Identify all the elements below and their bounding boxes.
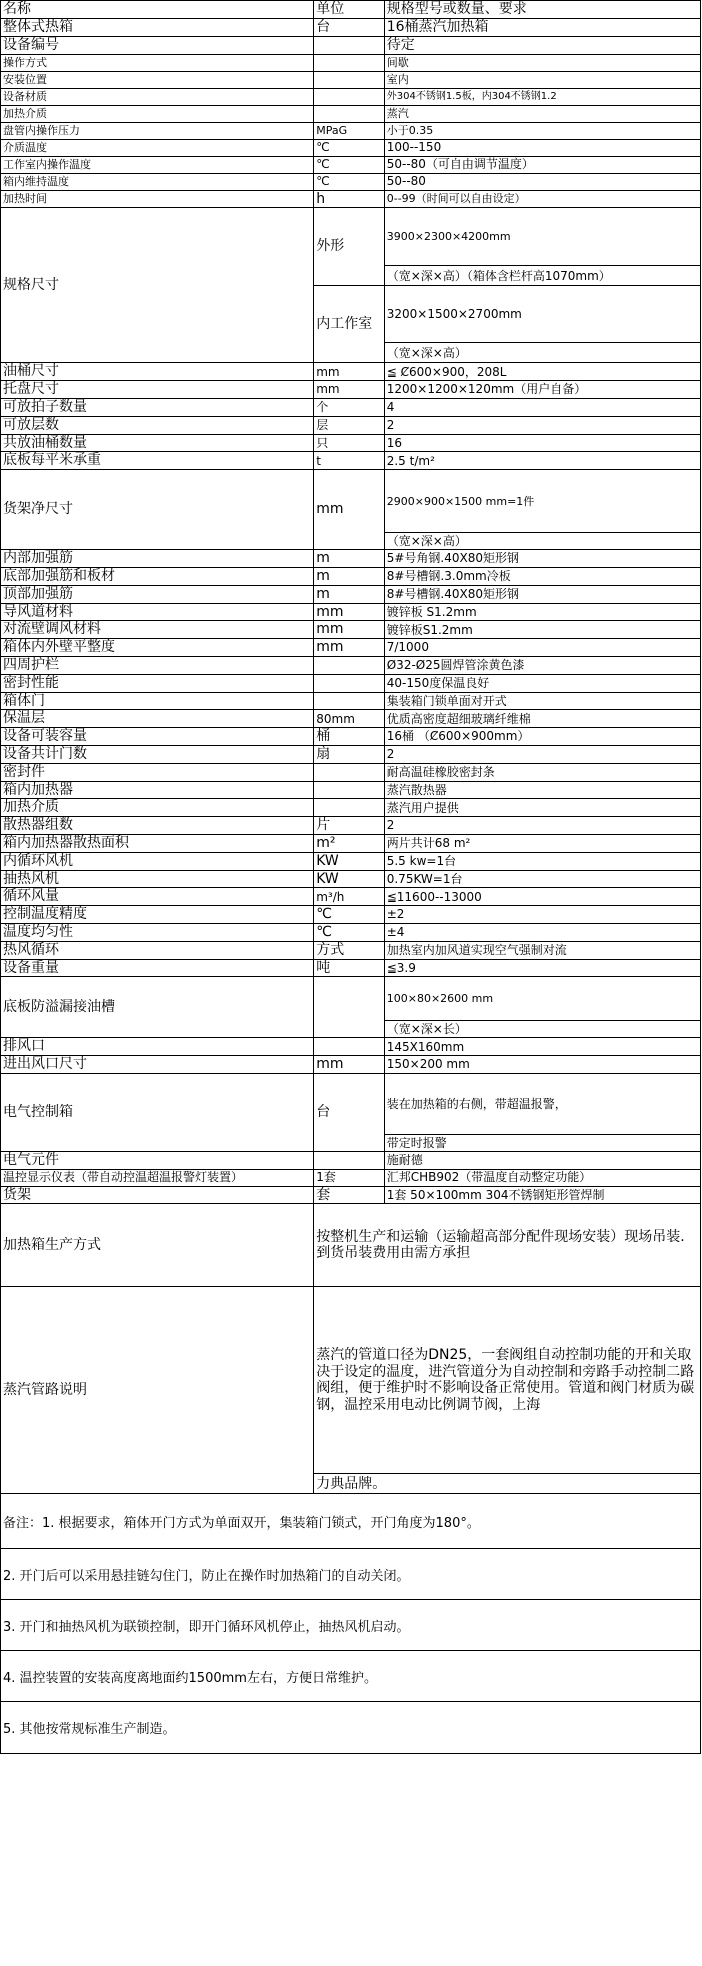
row-value: Ø32-Ø25圆焊管涂黄色漆 [384, 656, 700, 674]
production-label: 加热箱生产方式 [1, 1204, 314, 1287]
row-unit: MPaG [314, 122, 385, 139]
table-row [1, 36, 701, 54]
row-name: 进出风口尺寸 [1, 1056, 314, 1074]
row-value: 16 [384, 434, 700, 452]
row-value: 100--150 [384, 139, 700, 156]
header-row [1, 1, 701, 19]
row-value: 7/1000 [384, 639, 700, 657]
row-value: 8#号槽钢.3.0mm冷板 [384, 567, 700, 585]
shelf-note: （宽×深×高） [384, 533, 700, 550]
row-unit [314, 674, 385, 692]
row-value: 汇邦CHB902（带温度自动整定功能） [384, 1169, 700, 1186]
row-name: 加热介质 [1, 105, 314, 122]
table-row [1, 190, 701, 208]
row-value: 2.5 t/m² [384, 452, 700, 470]
row-value: 150×200 mm [384, 1056, 700, 1074]
row-name: 控制温度精度 [1, 906, 314, 924]
row-name: 散热器组数 [1, 817, 314, 835]
row-name: 加热时间 [1, 190, 314, 208]
row-unit: ℃ [314, 173, 385, 190]
row-value: 0--99（时间可以自由设定） [384, 190, 700, 208]
note-item: 3. 开门和抽热风机为联锁控制，即开门循环风机停止，抽热风机启动。 [0, 1600, 701, 1651]
elec-row [1, 1073, 701, 1134]
steam-value: 蒸汽的管道口径为DN25，一套阀组自动控制功能的开和关取决于设定的温度，进汽管道分为自动控制和旁路手动控制二路阀组，便于维护时不影响设备正常使用。管道和阀门材质为碳钢，温控采用电动比例调节阀，上海 [314, 1287, 701, 1474]
row-name: 设备材质 [1, 88, 314, 105]
row-unit [314, 54, 385, 71]
table-row [1, 1186, 701, 1204]
row-name: 内循环风机 [1, 852, 314, 870]
production-value: 按整机生产和运输（运输超高部分配件现场安装）现场吊装.到货吊装费用由需方承担 [314, 1204, 701, 1287]
elec-value: 装在加热箱的右侧，带超温报警， [384, 1073, 700, 1134]
row-value: ±2 [384, 906, 700, 924]
row-unit: 只 [314, 434, 385, 452]
table-row [1, 799, 701, 817]
row-unit: mm [314, 363, 385, 381]
note-item: 备注：1. 根据要求，箱体开门方式为单面双开，集装箱门锁式，开门角度为180°。 [0, 1494, 701, 1549]
row-value: 耐高温硅橡胶密封条 [384, 763, 700, 781]
row-unit: mm [314, 1056, 385, 1074]
row-unit: 吨 [314, 959, 385, 977]
row-name: 安装位置 [1, 71, 314, 88]
row-unit: ℃ [314, 156, 385, 173]
row-name: 介质温度 [1, 139, 314, 156]
row-name: 托盘尺寸 [1, 381, 314, 399]
row-value: ≦ Ȼ600×900，208L [384, 363, 700, 381]
table-row [1, 452, 701, 470]
table-row [1, 434, 701, 452]
row-unit: m³/h [314, 888, 385, 906]
table-row [1, 870, 701, 888]
row-name: 盘管内操作压力 [1, 122, 314, 139]
row-unit: m [314, 585, 385, 603]
row-unit: h [314, 190, 385, 208]
row-value: 16桶蒸汽加热箱 [384, 19, 700, 37]
row-value: 镀锌板S1.2mm [384, 621, 700, 639]
notes-section [0, 1494, 701, 1754]
header-unit: 单位 [314, 1, 385, 19]
table-row [1, 639, 701, 657]
table-row [1, 567, 701, 585]
row-value: 蒸汽用户提供 [384, 799, 700, 817]
row-value: 1套 50×100mm 304不锈钢矩形管焊制 [384, 1186, 700, 1204]
row-name: 内部加强筋 [1, 550, 314, 568]
row-unit [314, 1151, 385, 1169]
row-value: 施耐德 [384, 1151, 700, 1169]
row-unit: mm [314, 603, 385, 621]
table-row [1, 1056, 701, 1074]
row-unit [314, 71, 385, 88]
row-name: 保温层 [1, 710, 314, 728]
table-row [1, 19, 701, 37]
row-unit: 桶 [314, 728, 385, 746]
table-row [1, 1169, 701, 1186]
row-unit: 台 [314, 19, 385, 37]
row-name: 底板每平米承重 [1, 452, 314, 470]
row-name: 可放层数 [1, 416, 314, 434]
size-outer-value: 3900×2300×4200mm [384, 208, 700, 266]
note-item: 2. 开门后可以采用悬挂链勾住门，防止在操作时加热箱门的自动关闭。 [0, 1549, 701, 1600]
table-row [1, 656, 701, 674]
row-unit: KW [314, 852, 385, 870]
row-name: 设备重量 [1, 959, 314, 977]
row-value: 蒸汽 [384, 105, 700, 122]
row-unit: 扇 [314, 745, 385, 763]
table-row [1, 906, 701, 924]
row-name: 导风道材料 [1, 603, 314, 621]
row-unit: 1套 [314, 1169, 385, 1186]
table-row [1, 923, 701, 941]
tank-unit [314, 977, 385, 1038]
table-row [1, 1151, 701, 1169]
row-name: 可放拍子数量 [1, 398, 314, 416]
row-unit: 片 [314, 817, 385, 835]
row-value: 50--80（可自由调节温度） [384, 156, 700, 173]
row-unit: m² [314, 834, 385, 852]
table-row [1, 621, 701, 639]
row-unit [314, 781, 385, 799]
row-name: 箱体内外壁平整度 [1, 639, 314, 657]
row-unit [314, 763, 385, 781]
row-unit: t [314, 452, 385, 470]
row-unit: m [314, 567, 385, 585]
row-value: ≦3.9 [384, 959, 700, 977]
table-row [1, 139, 701, 156]
table-row [1, 1038, 701, 1056]
row-unit: mm [314, 621, 385, 639]
size-label: 规格尺寸 [1, 208, 314, 363]
table-row [1, 781, 701, 799]
row-value: 室内 [384, 71, 700, 88]
header-name: 名称 [1, 1, 314, 19]
row-name: 设备共计门数 [1, 745, 314, 763]
row-unit: ℃ [314, 906, 385, 924]
row-value: 集装箱门锁单面对开式 [384, 692, 700, 710]
row-name: 共放油桶数量 [1, 434, 314, 452]
table-row [1, 710, 701, 728]
table-row [1, 381, 701, 399]
elec-label: 电气控制箱 [1, 1073, 314, 1151]
row-unit [314, 656, 385, 674]
row-value: 镀锌板 S1.2mm [384, 603, 700, 621]
row-name: 循环风量 [1, 888, 314, 906]
row-value: 40-150度保温良好 [384, 674, 700, 692]
row-name: 箱内加热器散热面积 [1, 834, 314, 852]
row-value: 2 [384, 817, 700, 835]
table-row [1, 852, 701, 870]
row-name: 设备可装容量 [1, 728, 314, 746]
table-row [1, 941, 701, 959]
tank-label: 底板防溢漏接油槽 [1, 977, 314, 1038]
table-row [1, 398, 701, 416]
row-value: 2 [384, 745, 700, 763]
row-name: 抽热风机 [1, 870, 314, 888]
table-row [1, 173, 701, 190]
row-name: 排风口 [1, 1038, 314, 1056]
size-inner-value: 3200×1500×2700mm [384, 286, 700, 343]
row-name: 油桶尺寸 [1, 363, 314, 381]
row-name: 工作室内操作温度 [1, 156, 314, 173]
size-outer-note: （宽×深×高）（箱体含栏杆高1070mm） [384, 266, 700, 286]
elec-unit: 台 [314, 1073, 385, 1151]
elec-note: 带定时报警 [384, 1134, 700, 1151]
note-item: 4. 温控装置的安装高度离地面约1500mm左右，方便日常维护。 [0, 1651, 701, 1702]
tank-row [1, 977, 701, 1021]
row-unit [314, 799, 385, 817]
row-value: 145X160mm [384, 1038, 700, 1056]
table-row [1, 363, 701, 381]
row-unit: mm [314, 639, 385, 657]
row-unit [314, 105, 385, 122]
size-outer-label: 外形 [314, 208, 385, 286]
row-unit: 套 [314, 1186, 385, 1204]
row-unit: KW [314, 870, 385, 888]
row-value: 5.5 kw=1台 [384, 852, 700, 870]
size-inner-label: 内工作室 [314, 286, 385, 363]
table-row [1, 416, 701, 434]
row-value: 间歇 [384, 54, 700, 71]
row-unit [314, 36, 385, 54]
table-row [1, 603, 701, 621]
row-value: 蒸汽散热器 [384, 781, 700, 799]
steam-row [1, 1287, 701, 1474]
table-row [1, 692, 701, 710]
row-value: ≦11600--13000 [384, 888, 700, 906]
row-name: 温控显示仪表（带自动控温超温报警灯装置） [1, 1169, 314, 1186]
table-row [1, 763, 701, 781]
row-value: 优质高密度超细玻璃纤维棉 [384, 710, 700, 728]
table-row [1, 550, 701, 568]
row-unit: ℃ [314, 923, 385, 941]
row-name: 密封性能 [1, 674, 314, 692]
table-row [1, 105, 701, 122]
row-unit: 个 [314, 398, 385, 416]
steam-label: 蒸汽管路说明 [1, 1287, 314, 1494]
table-row [1, 817, 701, 835]
shelf-row [1, 470, 701, 533]
row-name: 货架 [1, 1186, 314, 1204]
row-value: 小于0.35 [384, 122, 700, 139]
row-value: 两片共计68 m² [384, 834, 700, 852]
row-unit: 80mm [314, 710, 385, 728]
row-name: 整体式热箱 [1, 19, 314, 37]
table-row [1, 54, 701, 71]
row-unit: mm [314, 381, 385, 399]
production-row [1, 1204, 701, 1287]
row-value: 50--80 [384, 173, 700, 190]
row-unit [314, 88, 385, 105]
table-row [1, 834, 701, 852]
row-name: 箱体门 [1, 692, 314, 710]
row-name: 箱内维持温度 [1, 173, 314, 190]
row-name: 顶部加强筋 [1, 585, 314, 603]
row-value: 外304不锈钢1.5板，内304不锈钢1.2 [384, 88, 700, 105]
row-value: 2 [384, 416, 700, 434]
row-value: 1200×1200×120mm（用户自备） [384, 381, 700, 399]
steam-brand: 力典品牌。 [314, 1474, 701, 1494]
row-name: 加热介质 [1, 799, 314, 817]
row-unit: m [314, 550, 385, 568]
shelf-value: 2900×900×1500 mm=1件 [384, 470, 700, 533]
row-value: 16桶 （Ȼ600×900mm） [384, 728, 700, 746]
table-row [1, 88, 701, 105]
header-requirement: 规格型号或数量、要求 [384, 1, 700, 19]
shelf-unit: mm [314, 470, 385, 550]
row-value: 8#号槽钢.40X80矩形钢 [384, 585, 700, 603]
row-name: 设备编号 [1, 36, 314, 54]
row-value: 0.75KW=1台 [384, 870, 700, 888]
row-value: 4 [384, 398, 700, 416]
row-name: 四周护栏 [1, 656, 314, 674]
table-row [1, 959, 701, 977]
size-inner-note: （宽×深×高） [384, 343, 700, 363]
row-unit: 方式 [314, 941, 385, 959]
row-name: 热风循环 [1, 941, 314, 959]
table-row [1, 728, 701, 746]
size-outer-row [1, 208, 701, 266]
shelf-label: 货架净尺寸 [1, 470, 314, 550]
table-row [1, 71, 701, 88]
row-name: 对流壁调风材料 [1, 621, 314, 639]
row-unit: 层 [314, 416, 385, 434]
table-row [1, 156, 701, 173]
table-row [1, 122, 701, 139]
row-value: 5#号角钢.40X80矩形钢 [384, 550, 700, 568]
row-value: ±4 [384, 923, 700, 941]
row-value: 加热室内加风道实现空气强制对流 [384, 941, 700, 959]
row-name: 密封件 [1, 763, 314, 781]
tank-note: （宽×深×长） [384, 1021, 700, 1038]
row-name: 箱内加热器 [1, 781, 314, 799]
table-row [1, 674, 701, 692]
row-name: 操作方式 [1, 54, 314, 71]
row-name: 电气元件 [1, 1151, 314, 1169]
row-unit [314, 692, 385, 710]
row-name: 温度均匀性 [1, 923, 314, 941]
table-row [1, 888, 701, 906]
table-row [1, 585, 701, 603]
row-name: 底部加强筋和板材 [1, 567, 314, 585]
row-unit: ℃ [314, 139, 385, 156]
row-unit [314, 1038, 385, 1056]
table-row [1, 745, 701, 763]
tank-value: 100×80×2600 mm [384, 977, 700, 1021]
note-item: 5. 其他按常规标准生产制造。 [0, 1702, 701, 1754]
row-value: 待定 [384, 36, 700, 54]
